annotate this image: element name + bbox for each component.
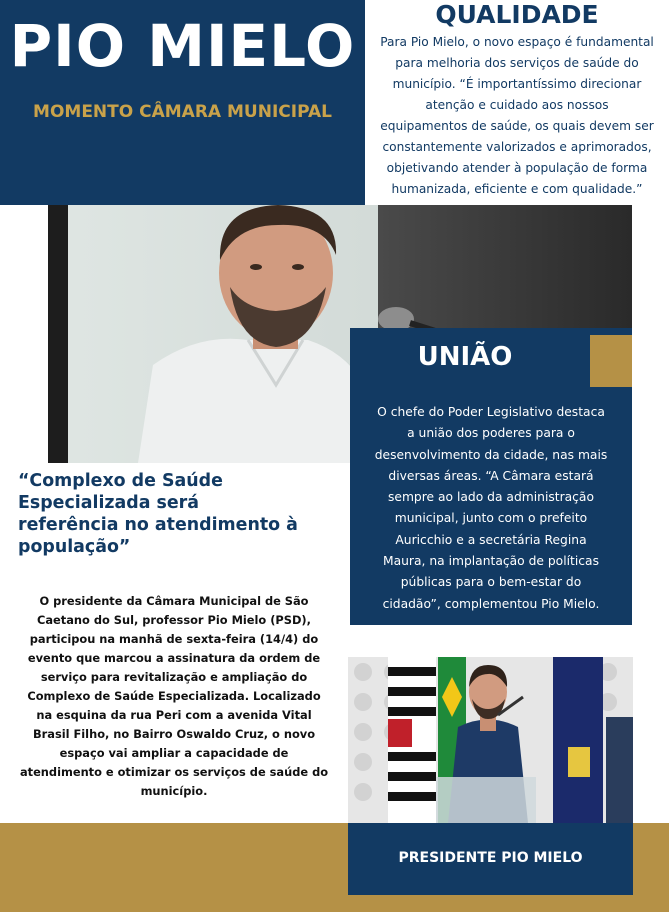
qualidade-paragraph xyxy=(365,32,669,200)
text-line: constantemente valorizados e aprimorados, xyxy=(382,140,652,154)
qualidade-heading: QUALIDADE xyxy=(435,0,599,29)
page-title: PIO MIELO xyxy=(9,12,356,80)
text-line: cidadão”, complementou Pio Mielo. xyxy=(382,596,600,611)
article-body xyxy=(0,592,348,801)
text-line: população” xyxy=(18,537,131,557)
text-line: equipamentos de saúde, os quais devem ser xyxy=(380,119,654,133)
page-subtitle: MOMENTO CÂMARA MUNICIPAL xyxy=(33,102,332,122)
text-line: para melhoria dos serviços de saúde do xyxy=(395,56,639,70)
gold-accent-square xyxy=(590,335,632,387)
text-line: Especializada será xyxy=(18,493,199,513)
text-line: na esquina da rua Peri com a avenida Vital xyxy=(36,708,312,722)
text-line: sempre ao lado da administração xyxy=(387,490,594,505)
text-line: atenção e cuidado aos nossos xyxy=(425,98,609,112)
photo-caption: PRESIDENTE PIO MIELO xyxy=(398,850,583,866)
podium-photo-illustration xyxy=(348,657,633,823)
text-line: município. xyxy=(140,784,208,798)
text-line: Para Pio Mielo, o novo espaço é fundamental xyxy=(380,35,654,49)
text-line: evento que marcou a assinatura da ordem de xyxy=(27,651,321,665)
text-line: atendimento e otimizar os serviços de saúde do xyxy=(19,765,329,779)
text-line: “Complexo de Saúde xyxy=(18,471,223,491)
text-line: desenvolvimento da cidade, nas mais xyxy=(374,447,608,462)
uniao-paragraph xyxy=(358,402,624,615)
podium-photo xyxy=(348,657,633,823)
text-line: Auricchio e a secretária Regina xyxy=(395,532,587,547)
text-line: O chefe do Poder Legislativo destaca xyxy=(377,405,605,419)
text-line: serviço para revitalização e ampliação do xyxy=(40,670,308,684)
text-line: município. “É importantíssimo direcionar xyxy=(392,77,642,91)
text-line: Brasil Filho, no Bairro Oswaldo Cruz, o novo xyxy=(32,727,316,741)
text-line: espaço vai ampliar a capacidade de xyxy=(59,746,289,760)
text-line: públicas para o bem-estar do xyxy=(400,575,582,590)
text-line: diversas áreas. “A Câmara estará xyxy=(388,468,594,483)
quote-heading xyxy=(18,470,333,558)
text-line: humanizada, eficiente e com qualidade.” xyxy=(391,182,643,196)
text-line: participou na manhã de sexta-feira (14/4) do xyxy=(29,632,319,646)
text-line: O presidente da Câmara Municipal de São xyxy=(39,594,309,608)
uniao-heading: UNIÃO xyxy=(417,342,513,372)
text-line: a união dos poderes para o xyxy=(407,426,575,441)
text-line: Caetano do Sul, professor Pio Mielo (PSD), xyxy=(37,613,311,627)
text-line: Maura, na implantação de políticas xyxy=(382,554,599,569)
text-line: referência no atendimento à xyxy=(18,515,298,535)
text-line: objetivando atender à população de forma xyxy=(386,161,648,175)
text-line: Complexo de Saúde Especializada. Localizado xyxy=(27,689,321,703)
text-line: municipal, junto com o prefeito xyxy=(394,511,588,526)
